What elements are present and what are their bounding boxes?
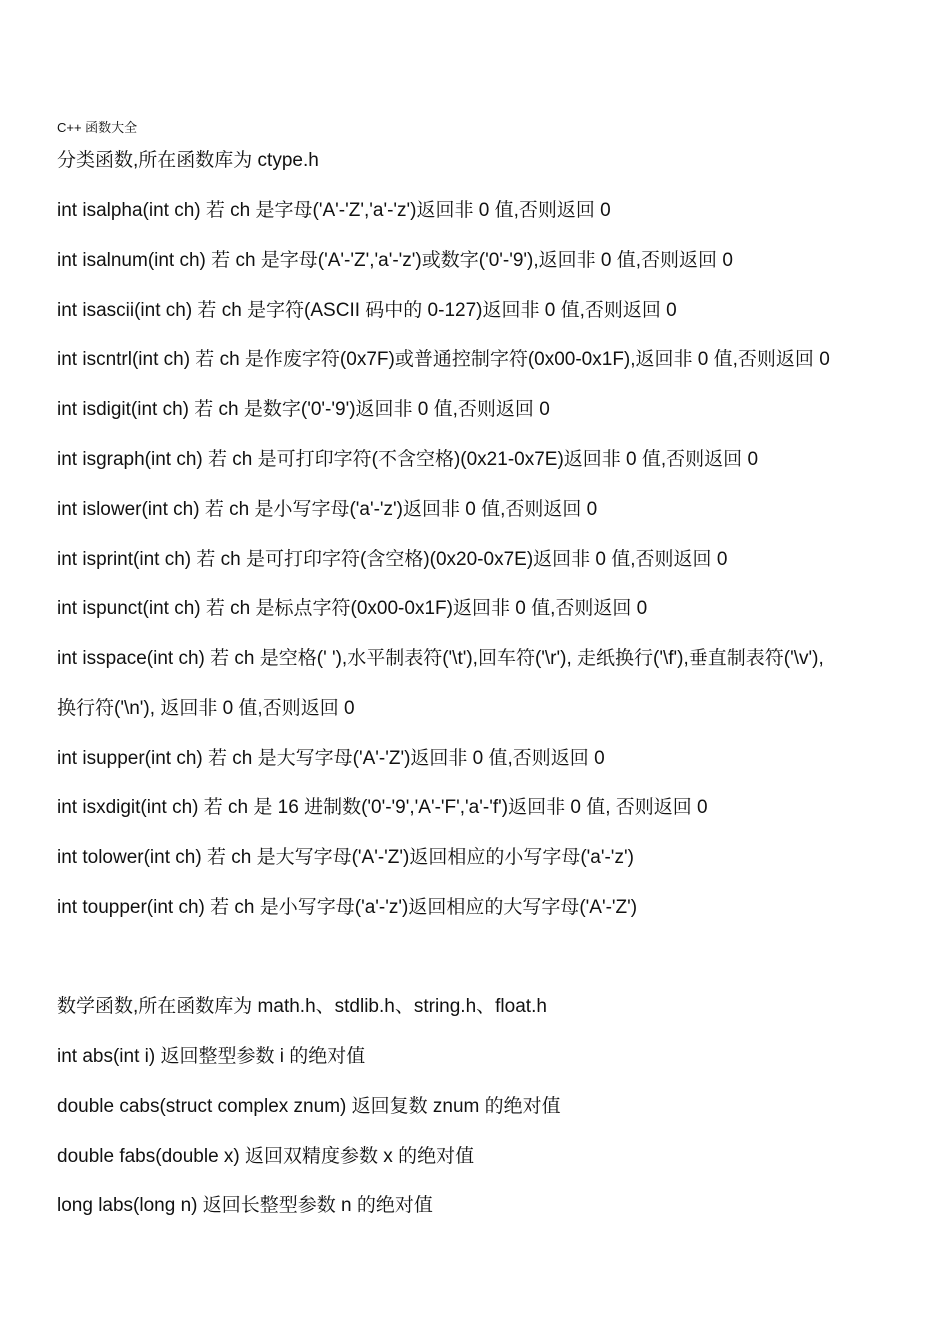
- text-line: int isgraph(int ch) 若 ch 是可打印字符(不含空格)(0x21-0x7E)返回非 0 值,否则返回 0: [57, 449, 759, 470]
- text-line: int isprint(int ch) 若 ch 是可打印字符(含空格)(0x20-0x7E)返回非 0 值,否则返回 0: [57, 549, 728, 570]
- text-line: int ispunct(int ch) 若 ch 是标点字符(0x00-0x1F)返回非 0 值,否则返回 0: [57, 598, 648, 619]
- text-line: long labs(long n) 返回长整型参数 n 的绝对值: [57, 1195, 433, 1216]
- text-line: int isalnum(int ch) 若 ch 是字母('A'-'Z','a'-'z')或数字('0'-'9'),返回非 0 值,否则返回 0: [57, 250, 733, 271]
- text-line: int iscntrl(int ch) 若 ch 是作废字符(0x7F)或普通控制字符(0x00-0x1F),返回非 0 值,否则返回 0: [57, 349, 830, 370]
- text-line: double cabs(struct complex znum) 返回复数 znum 的绝对值: [57, 1096, 561, 1117]
- text-line: 换行符('\n'), 返回非 0 值,否则返回 0: [57, 698, 355, 719]
- text-line: int isxdigit(int ch) 若 ch 是 16 进制数('0'-'9','A'-'F','a'-'f')返回非 0 值, 否则返回 0: [57, 797, 708, 818]
- text-line: int islower(int ch) 若 ch 是小写字母('a'-'z')返回非 0 值,否则返回 0: [57, 499, 598, 520]
- text-line: int abs(int i) 返回整型参数 i 的绝对值: [57, 1046, 366, 1067]
- text-line: int isdigit(int ch) 若 ch 是数字('0'-'9')返回非 0 值,否则返回 0: [57, 399, 550, 420]
- section-heading-ctype: 分类函数,所在函数库为 ctype.h: [57, 150, 319, 171]
- text-line: double fabs(double x) 返回双精度参数 x 的绝对值: [57, 1146, 475, 1167]
- text-line: int tolower(int ch) 若 ch 是大写字母('A'-'Z')返回相应的小写字母('a'-'z'): [57, 847, 634, 868]
- section-heading-math: 数学函数,所在函数库为 math.h、stdlib.h、string.h、float.h: [57, 996, 547, 1017]
- text-line: int isalpha(int ch) 若 ch 是字母('A'-'Z','a'-'z')返回非 0 值,否则返回 0: [57, 200, 611, 221]
- text-line: int isspace(int ch) 若 ch 是空格(' '),水平制表符('\t'),回车符('\r'), 走纸换行('\f'),垂直制表符('\v'),: [57, 648, 824, 669]
- text-line: int isupper(int ch) 若 ch 是大写字母('A'-'Z')返回非 0 值,否则返回 0: [57, 748, 605, 769]
- text-line: int isascii(int ch) 若 ch 是字符(ASCII 码中的 0-127)返回非 0 值,否则返回 0: [57, 300, 677, 321]
- text-line: int toupper(int ch) 若 ch 是小写字母('a'-'z')返回相应的大写字母('A'-'Z'): [57, 897, 638, 918]
- document-title: C++ 函数大全: [57, 120, 138, 135]
